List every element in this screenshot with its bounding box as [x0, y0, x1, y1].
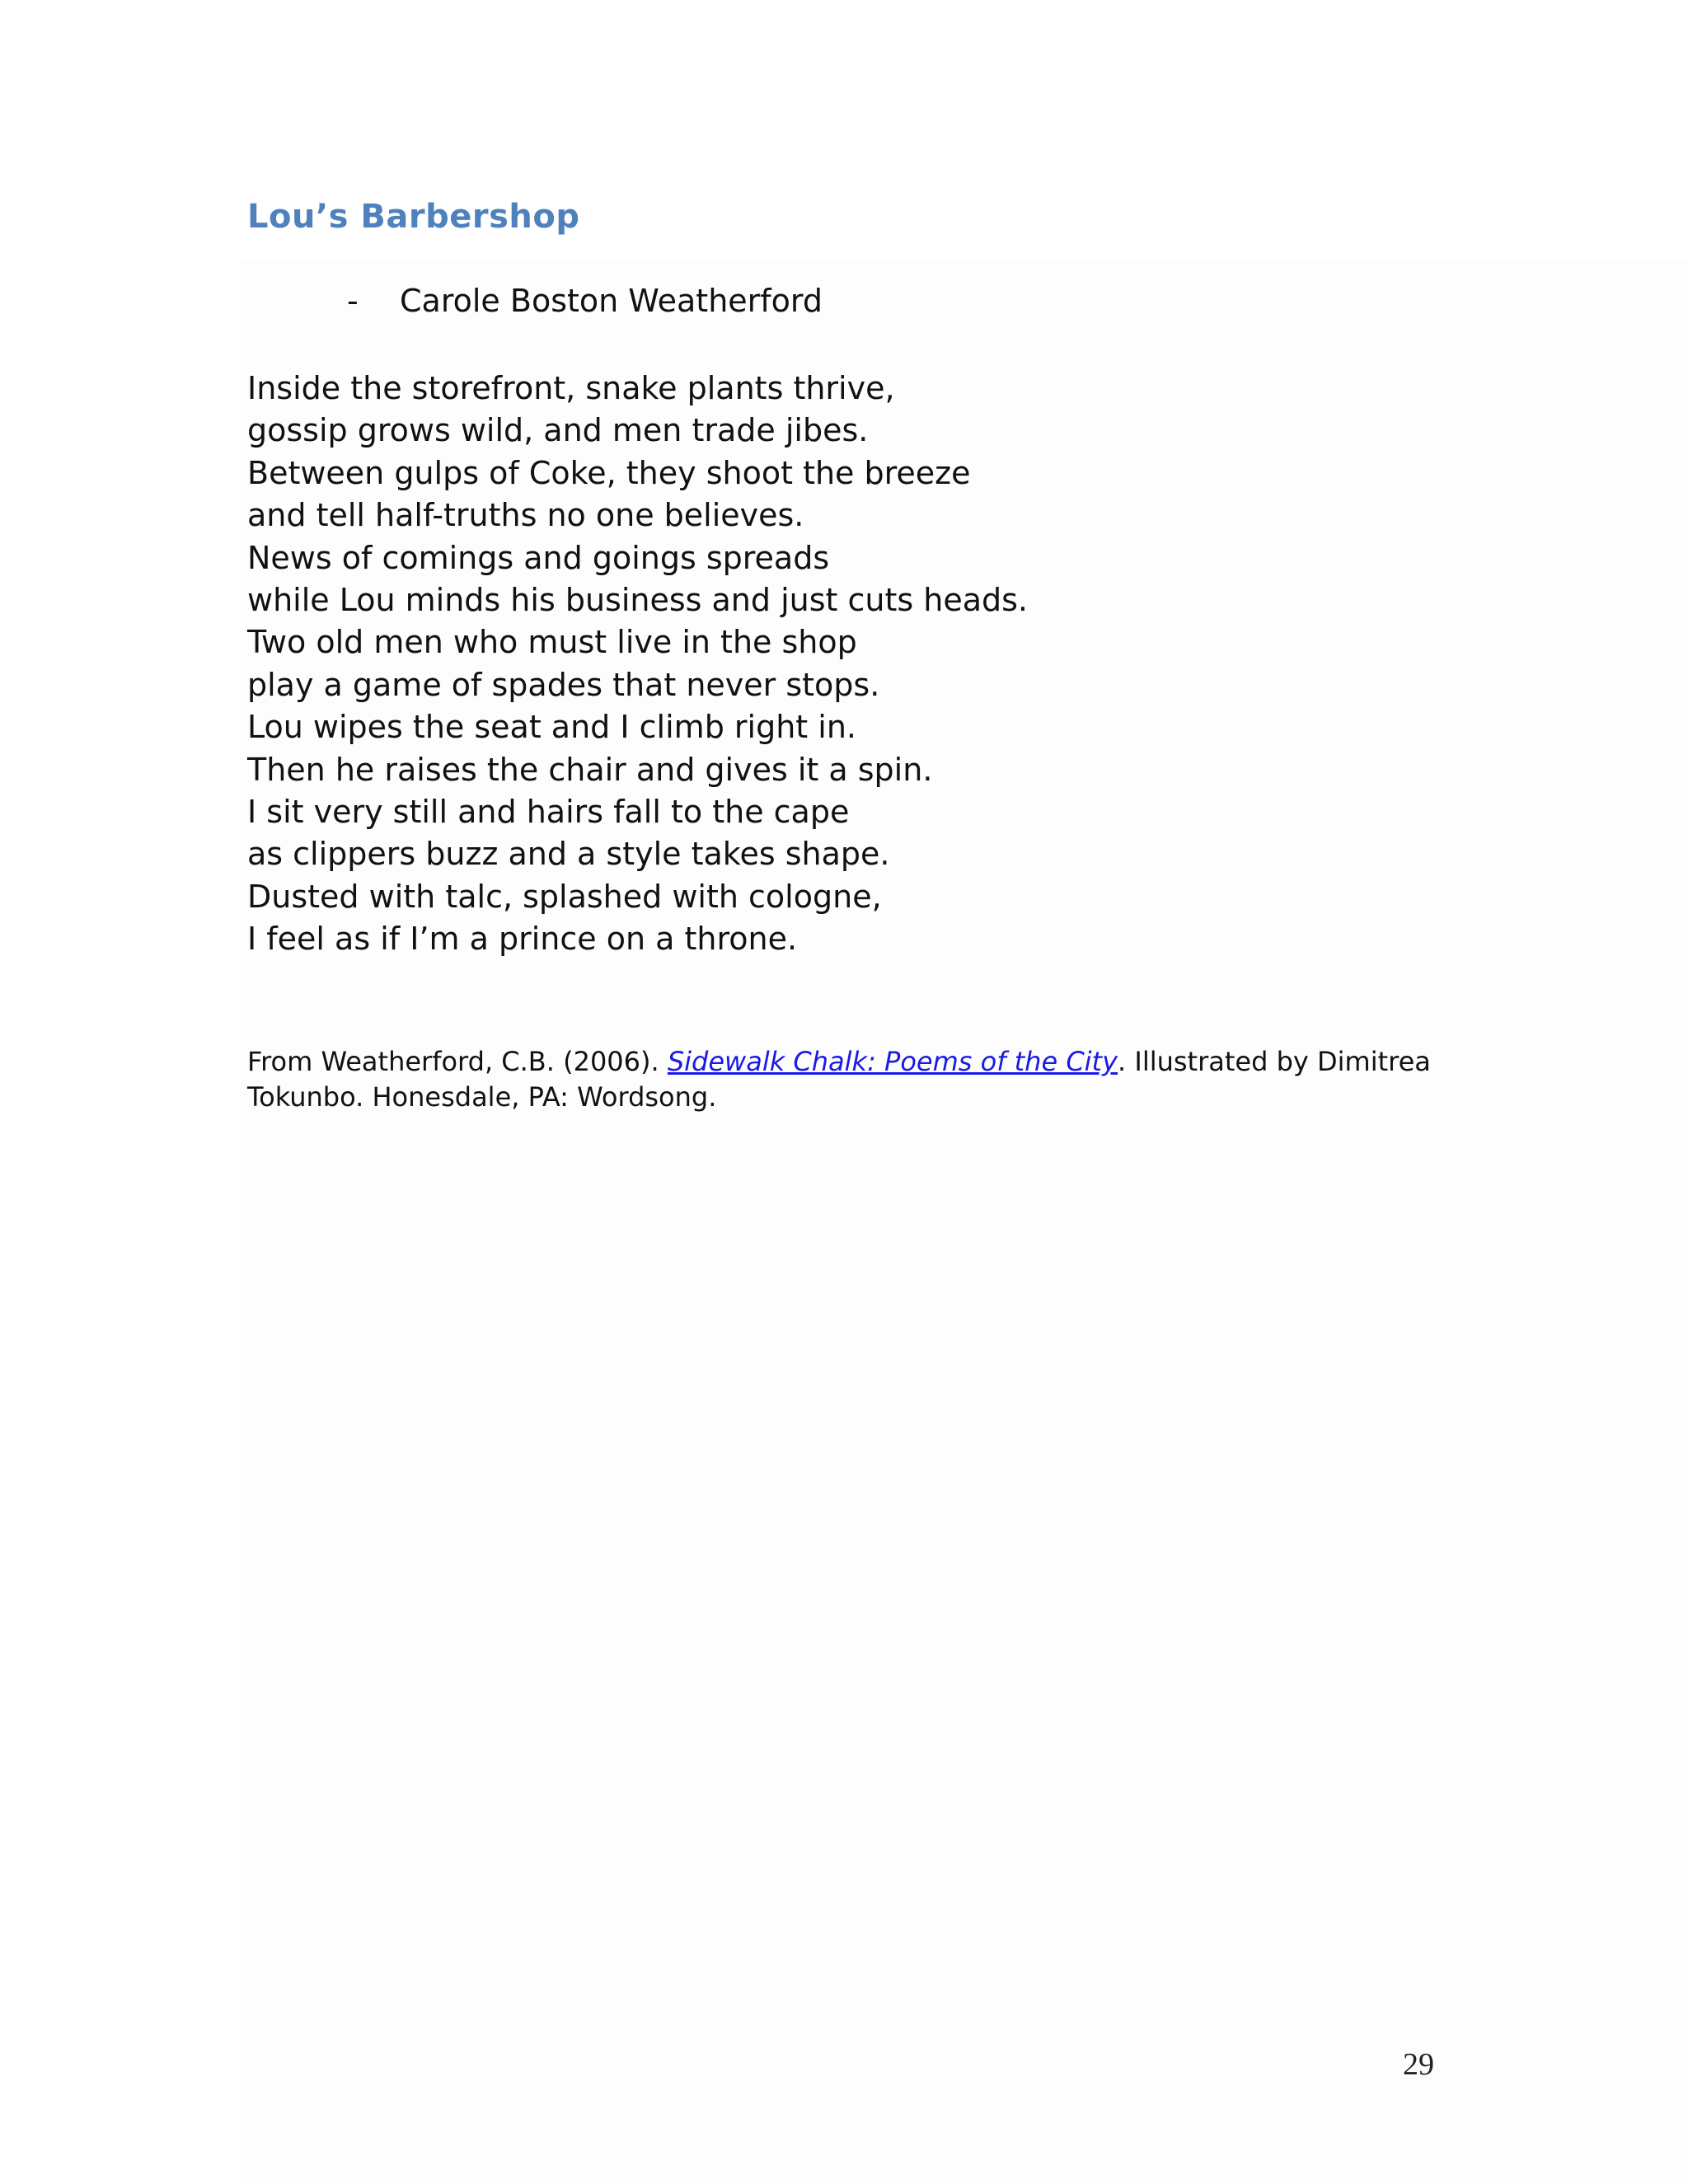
book-title-link[interactable]: Sidewalk Chalk: Poems of the City [667, 1046, 1118, 1077]
page-number: 29 [1403, 2047, 1434, 2082]
poem-line: while Lou minds his business and just cuts heads. [247, 581, 1029, 618]
author-name: Carole Boston Weatherford [400, 283, 823, 319]
citation [247, 1044, 1434, 1115]
poem-line: I sit very still and hairs fall to the cape [247, 793, 850, 830]
poem-line: Inside the storefront, snake plants thrive, [247, 370, 895, 406]
poem-line: Then he raises the chair and gives it a spin. [247, 751, 933, 788]
poem-body [247, 368, 1028, 960]
poem-line: Between gulps of Coke, they shoot the breeze [247, 454, 971, 491]
poem-line: Lou wipes the seat and I climb right in. [247, 709, 856, 746]
poem-line: Two old men who must live in the shop [247, 624, 857, 661]
poem-line: I feel as if I’m a prince on a throne. [247, 921, 798, 958]
author-dash: - [347, 283, 359, 319]
poem-line: play a game of spades that never stops. [247, 666, 880, 703]
poem-line: News of comings and goings spreads [247, 539, 830, 576]
poem-title: Lou’s Barbershop [247, 198, 580, 236]
poem-line: gossip grows wild, and men trade jibes. [247, 412, 869, 449]
poem-line: as clippers buzz and a style takes shape. [247, 836, 890, 873]
author-line [247, 283, 823, 319]
poem-line: and tell half-truths no one believes. [247, 497, 804, 534]
citation-prefix: From Weatherford, C.B. (2006). [247, 1046, 668, 1077]
poem-line: Dusted with talc, splashed with cologne, [247, 878, 882, 915]
citation-suffix: . Illustrated by Dimitrea Tokunbo. Honesdale, PA: Wordsong. [247, 1046, 1431, 1113]
